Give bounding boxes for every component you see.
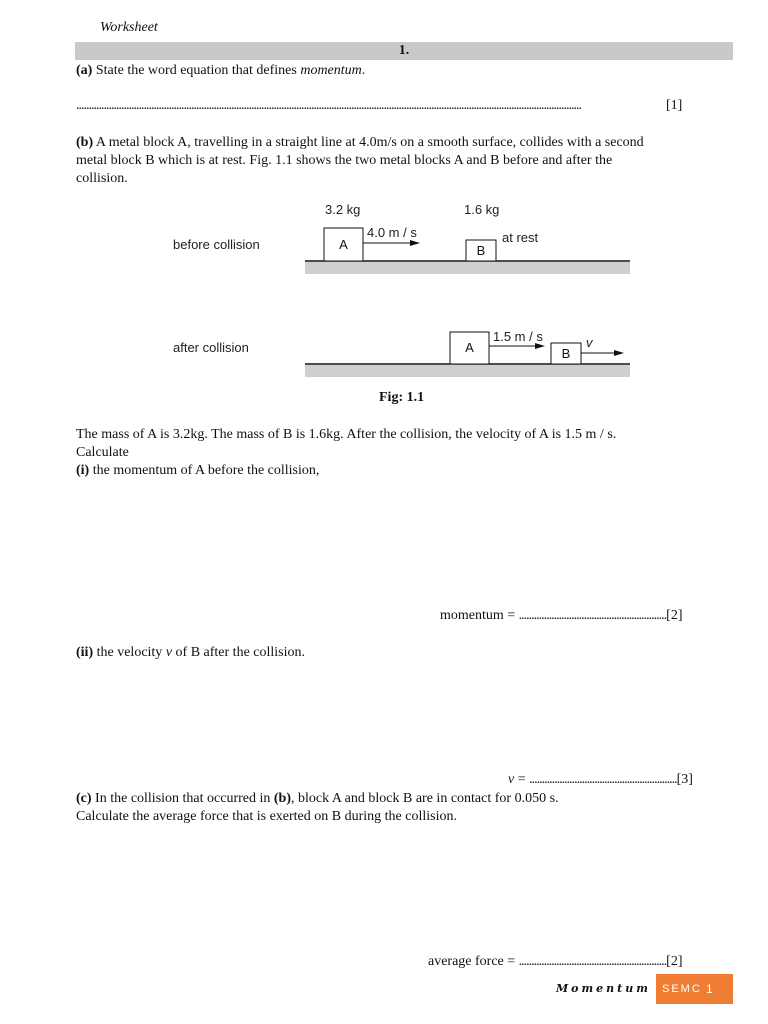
part-bi-text: the momentum of A before the collision, <box>92 463 320 478</box>
velocity-arrowhead-b-after <box>614 350 624 356</box>
part-b-line-2: metal block B which is at rest. Fig. 1.1 shows the two metal blocks A and B before and after the <box>76 153 613 168</box>
velocity-b-after-label: v <box>586 335 593 350</box>
part-b-line-1 <box>76 134 644 152</box>
part-bi-question <box>76 462 319 480</box>
block-a-before-label: A <box>339 237 348 252</box>
part-bii-answer-line[interactable]: ........................................................... <box>529 772 677 787</box>
part-b-label: (b) <box>76 135 94 150</box>
worksheet-header: Worksheet <box>100 20 158 35</box>
part-b-text-1: A metal block A, travelling in a straight line at 4.0m/s on a smooth surface, collides with a second <box>95 135 644 150</box>
figure-caption: Fig: 1.1 <box>379 390 425 405</box>
given-data-line-2: Calculate <box>76 445 129 460</box>
part-bi-answer-line[interactable]: ........................................................... <box>518 608 667 623</box>
part-bii-text-post: of B after the collision. <box>175 645 305 660</box>
part-c-marks: [2] <box>666 954 683 969</box>
before-collision-label: before collision <box>173 237 260 252</box>
part-bii-answer-eq: = <box>514 772 530 787</box>
mass-a-label: 3.2 kg <box>325 202 361 217</box>
part-c-answer-line[interactable]: ........................................................... <box>518 954 667 969</box>
part-bi-answer <box>440 608 683 624</box>
part-a-marks: [1] <box>666 98 683 113</box>
after-collision-label: after collision <box>173 340 249 355</box>
part-bi-label: (i) <box>76 463 90 478</box>
part-bi-answer-label: momentum = <box>440 608 519 623</box>
part-a-label: (a) <box>76 63 93 78</box>
part-a-emphasis: momentum <box>300 63 362 78</box>
velocity-a-before-label: 4.0 m / s <box>367 225 417 240</box>
part-a-answer-line[interactable]: .......................................................................................................................................................................................................... <box>76 98 581 113</box>
part-c-text-post: , block A and block B are in contact for 0.050 s. <box>291 791 559 806</box>
velocity-a-after-label: 1.5 m / s <box>493 329 543 344</box>
part-bii-answer-variable: v <box>508 772 515 787</box>
part-bii-question <box>76 644 305 662</box>
part-c-line-2: Calculate the average force that is exerted on B during the collision. <box>76 809 457 824</box>
mass-b-label: 1.6 kg <box>464 202 500 217</box>
footer-title: Momentum <box>556 982 651 995</box>
part-a-question <box>76 62 365 80</box>
page-number: 1 <box>706 982 713 996</box>
part-c-answer-label: average force = <box>428 954 519 969</box>
part-c-text-pre: In the collision that occurred in <box>95 791 271 806</box>
part-b-line-3: collision. <box>76 171 128 186</box>
part-c-ref: (b) <box>273 791 292 806</box>
part-bii-label: (ii) <box>76 645 94 660</box>
at-rest-label: at rest <box>502 230 539 245</box>
block-a-after-label: A <box>465 340 474 355</box>
collision-figure <box>0 195 768 385</box>
footer-badge <box>656 974 733 1004</box>
part-bii-answer <box>508 772 693 788</box>
part-c-label: (c) <box>76 791 92 806</box>
block-b-before-label: B <box>476 243 486 258</box>
part-c-answer <box>428 954 683 970</box>
footer-tag: SEMC <box>662 983 702 995</box>
part-bii-text-pre: the velocity <box>96 645 163 660</box>
question-number-bar: 1. <box>75 42 733 60</box>
part-a-period: . <box>361 63 366 78</box>
part-bi-marks: [2] <box>666 608 683 623</box>
part-bii-variable: v <box>165 645 173 660</box>
part-c-line-1 <box>76 790 559 808</box>
velocity-arrowhead-a-before <box>410 240 420 246</box>
given-data-line-1: The mass of A is 3.2kg. The mass of B is 1.6kg. After the collision, the velocity of A is 1.5 m / s. <box>76 427 617 442</box>
block-b-after-label: B <box>561 346 571 361</box>
part-a-text: State the word equation that defines <box>95 63 297 78</box>
surface-before <box>305 262 630 274</box>
part-bii-marks: [3] <box>676 772 693 787</box>
surface-after <box>305 365 630 377</box>
